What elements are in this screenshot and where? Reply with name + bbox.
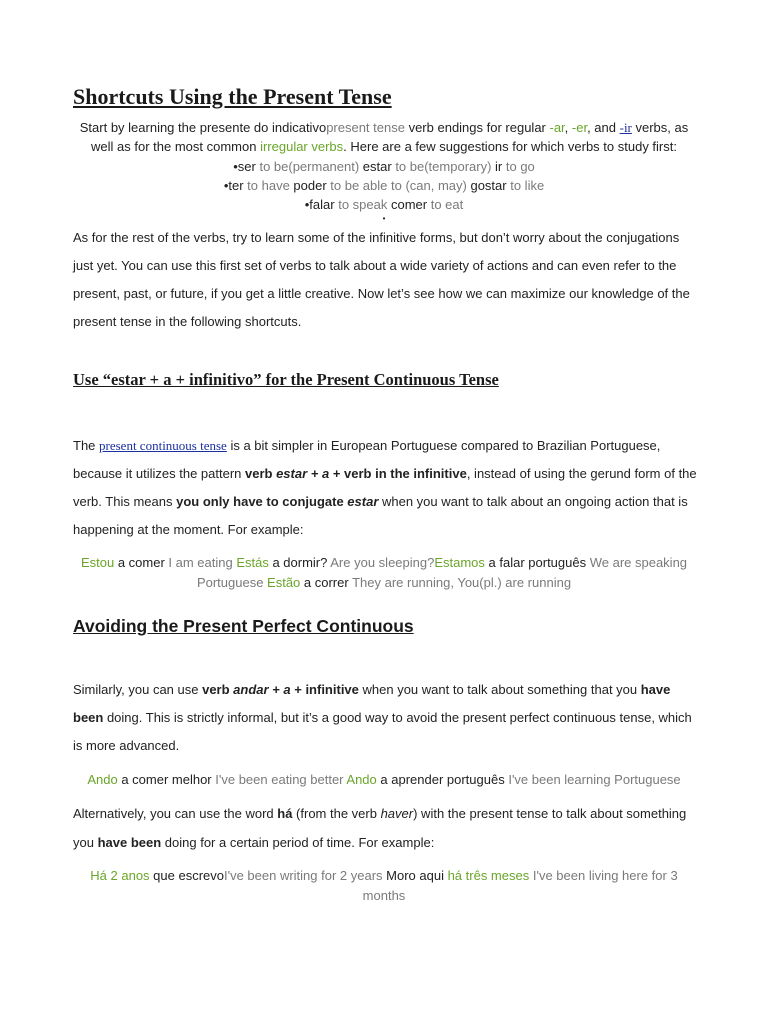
example-text: a comer melhor — [117, 772, 216, 787]
example-text: a falar português — [484, 555, 590, 570]
text: The — [73, 438, 100, 453]
verb-row — [60, 157, 708, 176]
example-translation: Are you sleeping? — [330, 555, 435, 570]
intro-paragraph — [60, 118, 708, 156]
verb-row — [60, 176, 708, 195]
verb-translation: to speak — [334, 197, 391, 212]
example-translation: I've been living here for 3 — [529, 868, 678, 883]
bold-text: + verb in the infinitive — [329, 466, 467, 481]
intro-text: verbs, as — [631, 120, 689, 135]
verb-translation: to be(temporary) — [391, 159, 496, 174]
example-text: a comer — [114, 555, 169, 570]
example-text: a correr — [300, 575, 353, 590]
bold-text: verb — [202, 682, 234, 697]
example-translation: months — [362, 888, 406, 903]
bold-text: have been — [73, 682, 671, 725]
verb-translation: to be able to (can, may) — [326, 178, 471, 193]
section-heading-perfect-continuous: Avoiding the Present Perfect Continuous — [73, 616, 414, 636]
section-heading-estar: Use “estar + a + infinitivo” for the Present Continuous Tense — [73, 370, 499, 389]
bold-text: have been — [97, 835, 162, 850]
bold-text: you only have to conjugate — [176, 494, 348, 509]
intro-text: , and — [587, 120, 620, 135]
intro-translation: present tense — [326, 120, 405, 135]
example-term: Estão — [267, 575, 301, 590]
verb-term: gostar — [470, 178, 507, 193]
ending-ir-link[interactable]: -ir — [619, 120, 632, 135]
page-title: Shortcuts Using the Present Tense — [73, 84, 392, 109]
text: doing for a certain period of time. For example: — [161, 835, 435, 850]
text: is a bit simpler in European Portuguese compared to Brazilian Portuguese, because it utilizes the pattern — [73, 438, 661, 481]
intro-text: Start by learning the presente do indicativo — [79, 120, 327, 135]
bold-italic-text: estar — [347, 494, 379, 509]
example-text: a dormir? — [268, 555, 331, 570]
irregular-verbs-highlight: irregular verbs — [260, 139, 344, 154]
text: when you want to talk about an ongoing action that is happening at the moment. For example: — [73, 494, 688, 537]
text: when you want to talk about something that you — [358, 682, 641, 697]
example-term: Há 2 anos — [90, 868, 150, 883]
verb-translation: to have — [243, 178, 294, 193]
bullet-dot: • — [382, 214, 386, 223]
verb-translation: to be(permanent) — [255, 159, 363, 174]
example-term: Estamos — [434, 555, 485, 570]
example-translation: I've been eating better — [215, 772, 347, 787]
verb-translation: to eat — [427, 197, 464, 212]
ending-er: -er — [571, 120, 588, 135]
text: , instead of using the gerund form of the verb. This means — [73, 466, 697, 509]
example-andar — [60, 770, 708, 789]
example-term: Ando — [87, 772, 118, 787]
text: Alternatively, you can use the word — [73, 806, 278, 821]
verb-term: •falar — [304, 197, 335, 212]
intro-text: . Here are a few suggestions for which verbs to study first: — [343, 139, 677, 154]
intro-text: verb endings for regular — [404, 120, 550, 135]
example-translation: I've been writing for 2 years — [223, 868, 387, 883]
verb-term: estar — [362, 159, 392, 174]
paragraph-rest-of-verbs: As for the rest of the verbs, try to learn some of the infinitive forms, but don’t worry about the conjugations just yet. You can use this first set of verbs to talk about a wide variety of actions and can even refer to the present, past, or future, if you get a little creative. Now let’s see how we can maximize our knowledge of the present tense in the following shortcuts. — [73, 230, 690, 329]
verb-term: •ser — [233, 159, 256, 174]
bold-text: verb — [245, 466, 277, 481]
verb-term: poder — [293, 178, 327, 193]
text: (from the verb — [292, 806, 381, 821]
italic-text: haver — [380, 806, 414, 821]
verb-term: •ter — [223, 178, 244, 193]
example-text: que escrevo — [149, 868, 224, 883]
bold-italic-text: andar + a — [233, 682, 291, 697]
paragraph-haver — [73, 799, 698, 857]
text: ) with the present tense to talk about something you — [73, 806, 687, 850]
intro-text: well as for the most common — [91, 139, 261, 154]
example-term: Ando — [346, 772, 377, 787]
paragraph-andar — [73, 676, 698, 760]
example-present-continuous — [60, 553, 708, 593]
example-term: há três meses — [447, 868, 530, 883]
verb-translation: to like — [506, 178, 545, 193]
intro-text: , — [564, 120, 572, 135]
example-translation: They are running, You(pl.) are running — [352, 575, 572, 590]
example-translation: Portuguese — [196, 575, 268, 590]
paragraph-present-continuous — [73, 432, 698, 544]
bold-text: há — [277, 806, 293, 821]
bold-italic-text: estar + a — [276, 466, 330, 481]
present-continuous-link[interactable]: present continuous tense — [99, 438, 227, 453]
verb-translation: to go — [502, 159, 535, 174]
example-haver — [60, 866, 708, 906]
text: Similarly, you can use — [73, 682, 203, 697]
example-translation: I am eating — [168, 555, 237, 570]
verb-row — [60, 195, 708, 214]
verb-term: comer — [390, 197, 428, 212]
example-text: a aprender português — [376, 772, 509, 787]
example-term: Estou — [80, 555, 115, 570]
example-term: Estás — [236, 555, 269, 570]
ending-ar: -ar — [549, 120, 565, 135]
example-translation: I've been learning Portuguese — [508, 772, 681, 787]
verb-term: ir — [495, 159, 503, 174]
example-translation: We are speaking — [589, 555, 688, 570]
bold-text: + infinitive — [290, 682, 359, 697]
verb-list — [60, 157, 708, 214]
text: doing. This is strictly informal, but it’s a good way to avoid the present perfect continuous tense, which is more advanced. — [73, 710, 692, 753]
example-text: Moro aqui — [386, 868, 448, 883]
